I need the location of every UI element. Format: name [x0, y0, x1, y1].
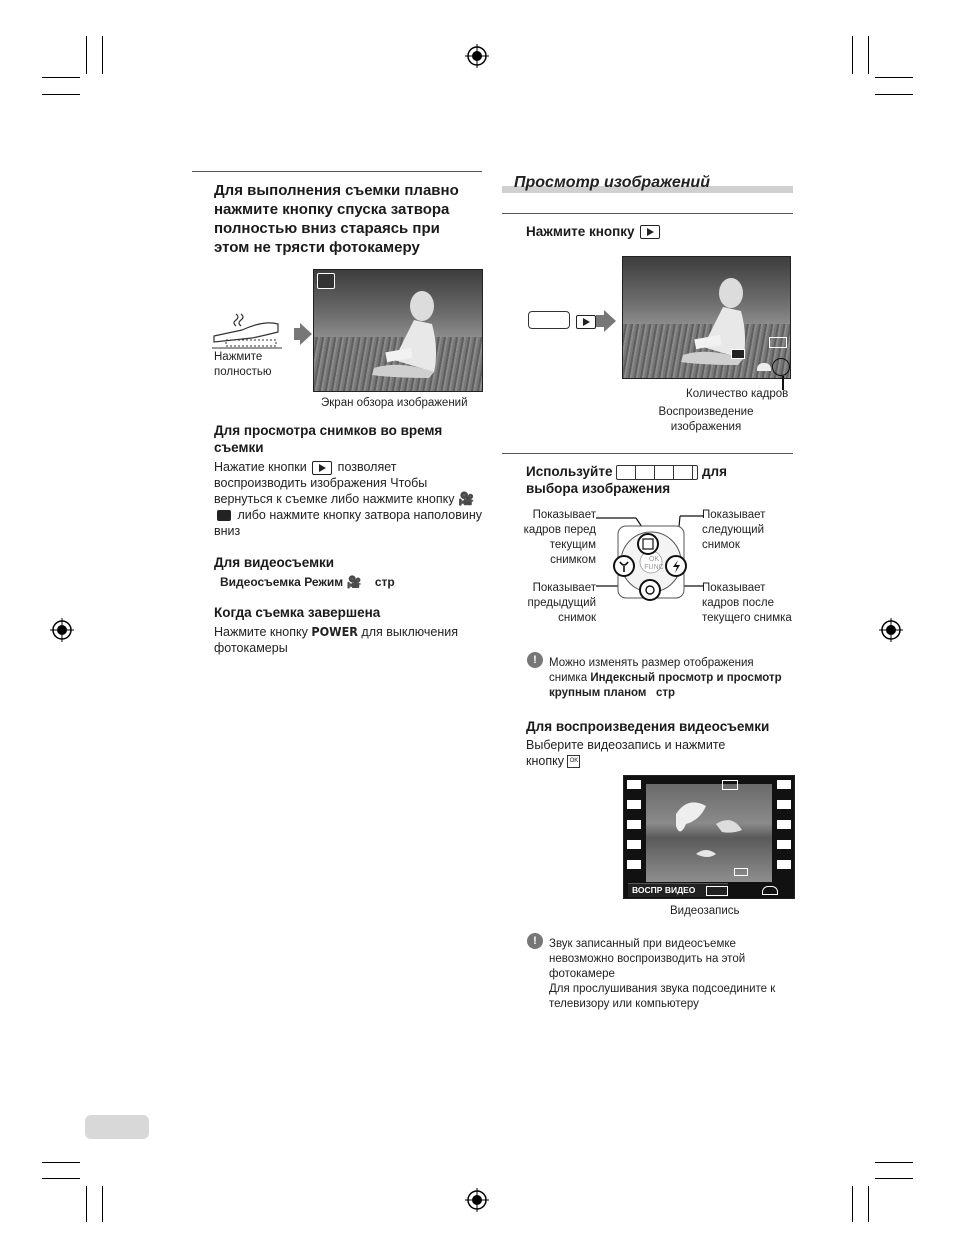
step2-label-c: выбора изображения [526, 481, 671, 496]
view-text-3: либо нажмите кнопку затвора наполовину вниз [214, 508, 482, 538]
camera-icon [217, 510, 231, 521]
film-holes-right [777, 780, 791, 880]
video-reference [220, 574, 482, 590]
label-prev: Показывает предыдущий снимок [527, 582, 596, 624]
tip2-text [549, 937, 799, 1012]
tip1-text [549, 656, 789, 701]
done-text-2: для выключения фотокамеры [214, 625, 458, 655]
step2-label-b: для [701, 464, 728, 479]
video-icon-top [722, 780, 738, 790]
arrow-right-2 [604, 310, 616, 332]
playback-screen-photo [622, 256, 791, 379]
cloud-indicator [757, 363, 771, 371]
video-playback-text [526, 737, 766, 769]
ok-button-icon: OK [567, 755, 580, 768]
dial-ok-label: OK [648, 556, 660, 563]
tip1-text-a: Можно изменять размер отображения снимка [549, 657, 754, 684]
video-caption: Видеозапись [670, 905, 740, 917]
video-ref-b: Режим [304, 575, 344, 589]
video-bar [628, 883, 728, 897]
tip1-text-b: Индексный просмотр и просмотр крупным планом [549, 672, 782, 699]
tip-icon-1: ! [527, 652, 543, 668]
frame-count-highlight [772, 358, 790, 376]
label-next-10: Показывает кадров после текущего снимка [702, 582, 792, 624]
registration-mark-bottom [465, 1188, 489, 1212]
arrow-stem-2 [596, 315, 604, 327]
tip2-text-a: Звук записанный при видеосъемке невозможно воспроизводить на этой фотокамере [549, 938, 746, 980]
step2-text [526, 463, 788, 497]
video-cloud-icon [762, 886, 778, 895]
view-text-1: Нажатие кнопки [214, 460, 307, 474]
video-frame [623, 775, 795, 899]
step2-label-a: Используйте [526, 464, 613, 479]
step1-text [526, 223, 662, 240]
dial-label [644, 556, 664, 572]
dial-func-label: FUNC [644, 564, 664, 571]
playback-button-icon-2 [640, 225, 660, 239]
intro-heading: Для выполнения съемки плавно нажмите кнопку спуска затвора полностью вниз стараясь при этом не трясти фотокамеру [214, 182, 459, 256]
registration-mark-right [879, 618, 903, 642]
video-bar-label: ВОСПР ВИДЕО [632, 885, 696, 895]
label-next: Показывает следующий снимок [702, 509, 766, 551]
tip1-text-c: стр [656, 687, 676, 699]
right-rule-1 [502, 213, 793, 214]
playback-key-icon [574, 313, 598, 331]
view-text-2: позволяет воспроизводить изображения Чтобы вернуться к съемке либо нажмите кнопку [214, 460, 455, 506]
registration-mark-left [50, 618, 74, 642]
video-ref-c: стр [374, 575, 395, 589]
video-heading: Для видеосъемки [214, 555, 335, 570]
done-text-1: Нажмите кнопку [214, 625, 308, 639]
power-label: POWER [311, 624, 358, 639]
done-heading: Когда съемка завершена [214, 605, 381, 620]
video-still [646, 784, 772, 882]
film-holes-left [627, 780, 641, 880]
left-top-rule [192, 171, 482, 172]
review-caption: Экран обзора изображений [321, 397, 468, 409]
review-screen-photo [313, 269, 483, 392]
tip2-text-b: Для прослушивания звука подсоедините к телевизору или компьютеру [549, 983, 776, 1010]
battery-icon [769, 337, 787, 348]
press-caption: Нажмите полностью [214, 351, 272, 378]
shutter-press-icon [212, 310, 282, 350]
size-icon [731, 349, 745, 359]
step1-label: Нажмите кнопку [526, 224, 635, 239]
mode-icon [317, 273, 335, 289]
view-heading: Для просмотра снимков во время съемки [214, 423, 443, 455]
playback-button-icon [312, 461, 332, 475]
arrow-pad-icons [616, 465, 698, 480]
movie-icon-2: 🎥 [346, 575, 362, 589]
camera-button-outline [528, 311, 570, 329]
done-text [214, 624, 482, 656]
video-ref-a: Видеосъемка [220, 575, 301, 589]
video-bar-key [706, 886, 728, 896]
video-text: Выберите видеозапись и нажмите кнопку [526, 738, 726, 768]
registration-mark-top [465, 44, 489, 68]
frames-caption: Количество кадров [686, 388, 789, 400]
arrow-right-1 [300, 323, 312, 345]
tip-icon-2: ! [527, 933, 543, 949]
video-battery-icon [734, 868, 748, 876]
right-rule-2 [502, 453, 793, 454]
video-playback-heading: Для воспроизведения видеосъемки [526, 719, 770, 734]
movie-icon: 🎥 [457, 491, 475, 506]
section-title: Просмотр изображений [514, 174, 710, 191]
label-prev-10: Показывает кадров перед текущим снимком [523, 509, 596, 566]
playback-caption: Воспроизведение изображения [658, 406, 754, 433]
page-number-tab [85, 1115, 149, 1139]
view-text [214, 459, 482, 539]
